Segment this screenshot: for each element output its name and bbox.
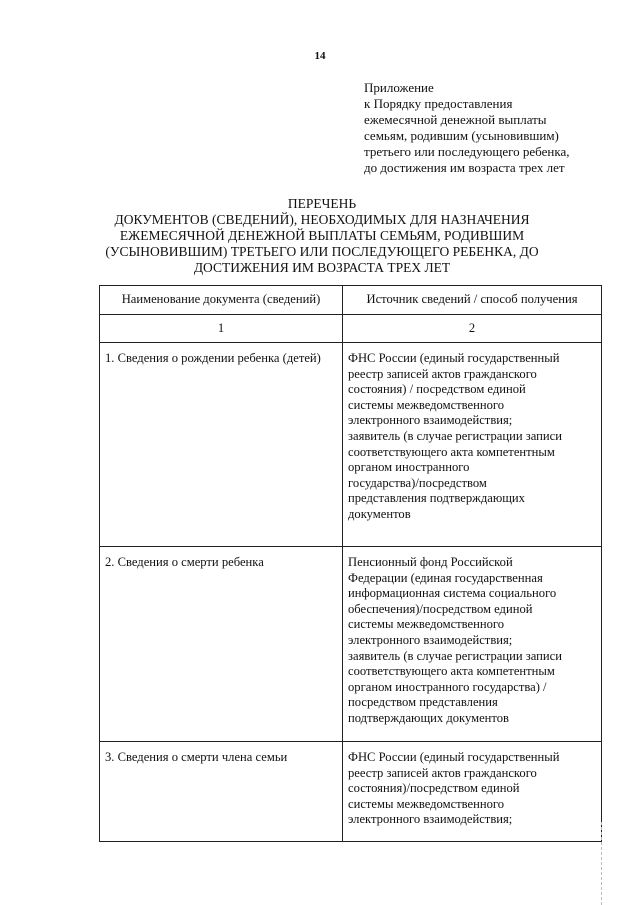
source-line: реестр записей актов гражданского <box>348 765 537 780</box>
table-header-row <box>100 286 602 315</box>
source-line: заявитель (в случае регистрации записи <box>348 648 562 663</box>
source-line: подтверждающих документов <box>348 710 509 725</box>
header-source: Источник сведений / способ получения <box>343 286 602 315</box>
appendix-line: третьего или последующего ребенка, <box>364 144 570 159</box>
source-line: состояния) / посредством единой <box>348 382 526 397</box>
source-line: системы межведомственного <box>348 397 505 412</box>
document-title <box>60 196 584 276</box>
appendix-note <box>364 80 614 176</box>
appendix-line: Приложение <box>364 80 434 95</box>
source-line: Пенсионный фонд Российской <box>348 555 513 569</box>
title-line: ЕЖЕМЕСЯЧНОЙ ДЕНЕЖНОЙ ВЫПЛАТЫ СЕМЬЯМ, РОДИВШИМ <box>119 228 525 243</box>
source-line: реестр записей актов гражданского <box>348 366 537 381</box>
source-line: соответствующего акта компетентным <box>348 444 555 459</box>
document-name-cell: 3. Сведения о смерти члена семьи <box>100 742 343 842</box>
source-line: соответствующего акта компетентным <box>348 664 555 679</box>
appendix-line: к Порядку предоставления <box>364 96 513 111</box>
source-line: представления подтверждающих <box>348 491 525 506</box>
title-line: ДОСТИЖЕНИЯ ИМ ВОЗРАСТА ТРЕХ ЛЕТ <box>193 260 451 275</box>
source-cell <box>343 547 602 742</box>
source-line: системы межведомственного <box>348 617 505 632</box>
source-line: органом иностранного государства) / <box>348 679 547 694</box>
column-number-row <box>100 315 602 343</box>
source-line: информационная система социального <box>348 586 557 601</box>
document-name-cell: 2. Сведения о смерти ребенка <box>100 547 343 742</box>
source-line: ФНС России (единый государственный <box>348 351 560 365</box>
appendix-line: семьям, родившим (усыновившим) <box>364 128 559 143</box>
title-line: ПЕРЕЧЕНЬ <box>287 196 357 211</box>
source-line: документов <box>348 506 411 521</box>
source-line: Федерации (единая государственная <box>348 570 543 585</box>
title-line: (УСЫНОВИВШИМ) ТРЕТЬЕГО ИЛИ ПОСЛЕДУЮЩЕГО РЕБЕНКА, ДО <box>105 244 539 259</box>
appendix-line: ежемесячной денежной выплаты <box>364 112 547 127</box>
page-number: 14 <box>314 50 326 62</box>
source-line: обеспечения)/посредством единой <box>348 601 533 616</box>
source-line: электронного взаимодействия; <box>348 413 513 428</box>
title-line: ДОКУМЕНТОВ (СВЕДЕНИЙ), НЕОБХОДИМЫХ ДЛЯ НАЗНАЧЕНИЯ <box>114 212 530 227</box>
table-row <box>100 547 602 742</box>
source-line: электронного взаимодействия; <box>348 632 513 647</box>
source-line: государства)/посредством <box>348 475 487 490</box>
document-name-cell: 1. Сведения о рождении ребенка (детей) <box>100 343 343 547</box>
scan-edge-line <box>601 822 603 905</box>
source-line: ФНС России (единый государственный <box>348 750 560 764</box>
source-line: заявитель (в случае регистрации записи <box>348 428 562 443</box>
appendix-line: до достижения им возраста трех лет <box>364 160 565 175</box>
table-row <box>100 742 602 842</box>
source-cell <box>343 343 602 547</box>
source-line: посредством представления <box>348 695 498 710</box>
source-line: электронного взаимодействия; <box>348 812 513 827</box>
column-number: 1 <box>100 315 343 343</box>
header-document-name: Наименование документа (сведений) <box>100 286 343 315</box>
documents-table <box>99 285 602 842</box>
source-line: органом иностранного <box>348 460 470 475</box>
source-line: системы межведомственного <box>348 796 505 811</box>
source-cell <box>343 742 602 842</box>
column-number: 2 <box>343 315 602 343</box>
table-row <box>100 343 602 547</box>
source-line: состояния)/посредством единой <box>348 781 520 796</box>
